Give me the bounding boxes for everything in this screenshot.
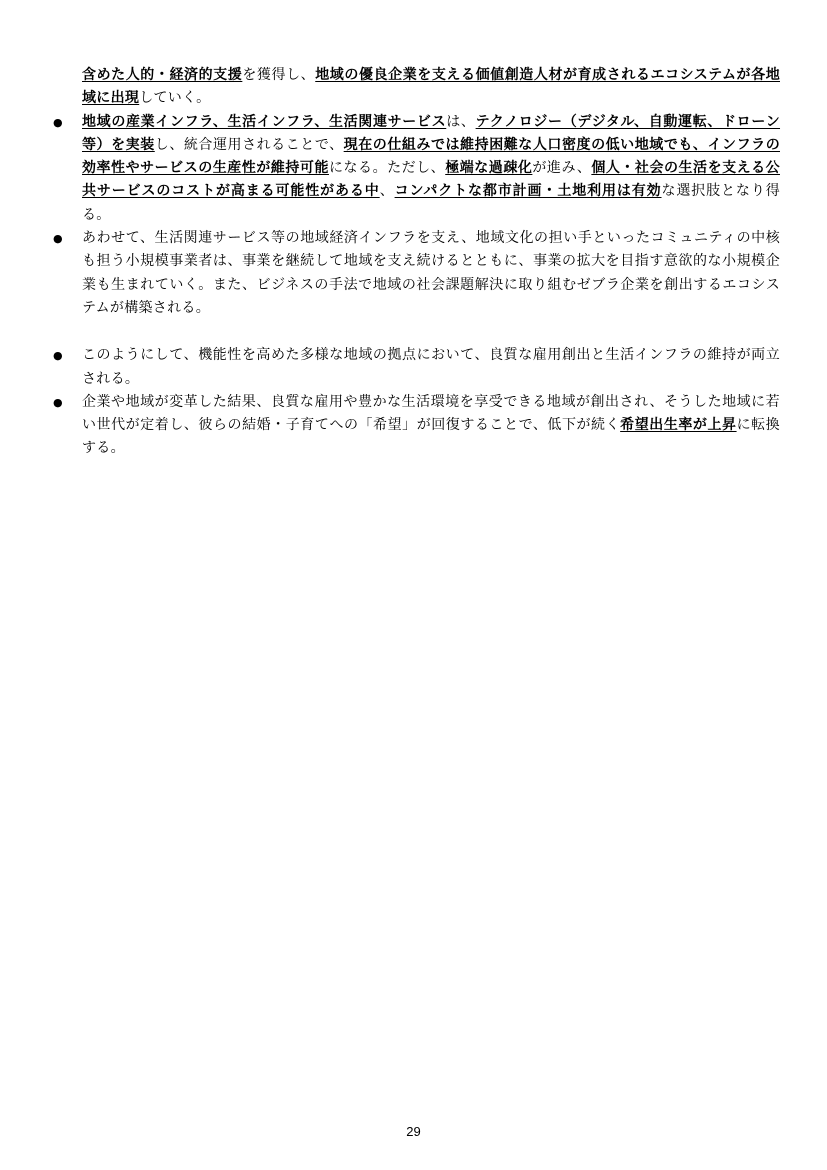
bullet-item — [48, 344, 780, 391]
paragraph-continuation — [48, 64, 780, 111]
emphasized-text: テクノロジー（デジタル、自動運転、ドローン等）を実装 — [82, 113, 781, 153]
emphasized-text: 個人・社会の生活を支える公共サービスのコストが高まる可能性がある中 — [82, 160, 780, 200]
bullet-item — [48, 391, 780, 461]
bullet-icon: ● — [53, 115, 63, 129]
bullet-icon: ● — [53, 232, 63, 246]
emphasized-text: 含めた人的・経済的支援 — [82, 67, 243, 83]
bullet-item — [48, 111, 780, 227]
emphasized-text: 地域の優良企業を支える価値創造人材が育成されるエコシステムが各地域に出現 — [82, 67, 780, 107]
body-text-segment: し、統合運用されることで、 — [154, 136, 344, 153]
body-text-segment: は、 — [446, 113, 476, 130]
body-text-segment: な選択肢となり得る。 — [82, 183, 781, 223]
body-text — [48, 64, 780, 461]
body-text-segment: このようにして、機能性を高めた多様な地域の拠点において、良質な雇用創出と生活インフラの維持が両立される。 — [82, 347, 780, 387]
body-text-segment: に転換する。 — [82, 417, 780, 457]
emphasized-text: 地域の産業インフラ、生活インフラ、生活関連サービス — [82, 113, 447, 130]
body-text-segment: していく。 — [139, 90, 211, 107]
emphasized-text: 現在の仕組みでは維持困難な人口密度の低い地域でも、インフラの効率性やサービスの生産性が維持可能 — [82, 136, 780, 177]
bullet-icon: ● — [53, 349, 63, 363]
bullet-icon: ● — [53, 395, 63, 409]
body-text-segment: 、 — [379, 183, 395, 200]
body-text-segment: が進み、 — [532, 160, 592, 177]
body-text-segment: になる。ただし、 — [328, 160, 446, 177]
emphasized-text: 希望出生率が上昇 — [620, 417, 737, 434]
body-text-segment: あわせて、生活関連サービス等の地域経済インフラを支え、地域文化の担い手といったコミュニティの中核も担う小規模事業者は、事業を継続して地域を支え続けるとともに、事業の拡大を目指す意欲的な小規模企業も生まれていく。また、ビジネスの手法で地域の社会課題解決に取り組むゼブラ企業を創出するエコシステムが構築される。 — [82, 230, 780, 316]
emphasized-text: コンパクトな都市計画・土地利用は有効 — [394, 183, 662, 200]
page-number: 29 — [406, 1124, 421, 1139]
body-text-segment: を獲得し、 — [242, 67, 316, 83]
emphasized-text: 極端な過疎化 — [445, 160, 533, 177]
body-text-segment: 企業や地域が変革した結果、良質な雇用や豊かな生活環境を享受できる地域が創出され、そうした地域に若い世代が定着し、彼らの結婚・子育てへの「希望」が回復することで、低下が続く — [82, 393, 780, 434]
bullet-item — [48, 227, 780, 320]
